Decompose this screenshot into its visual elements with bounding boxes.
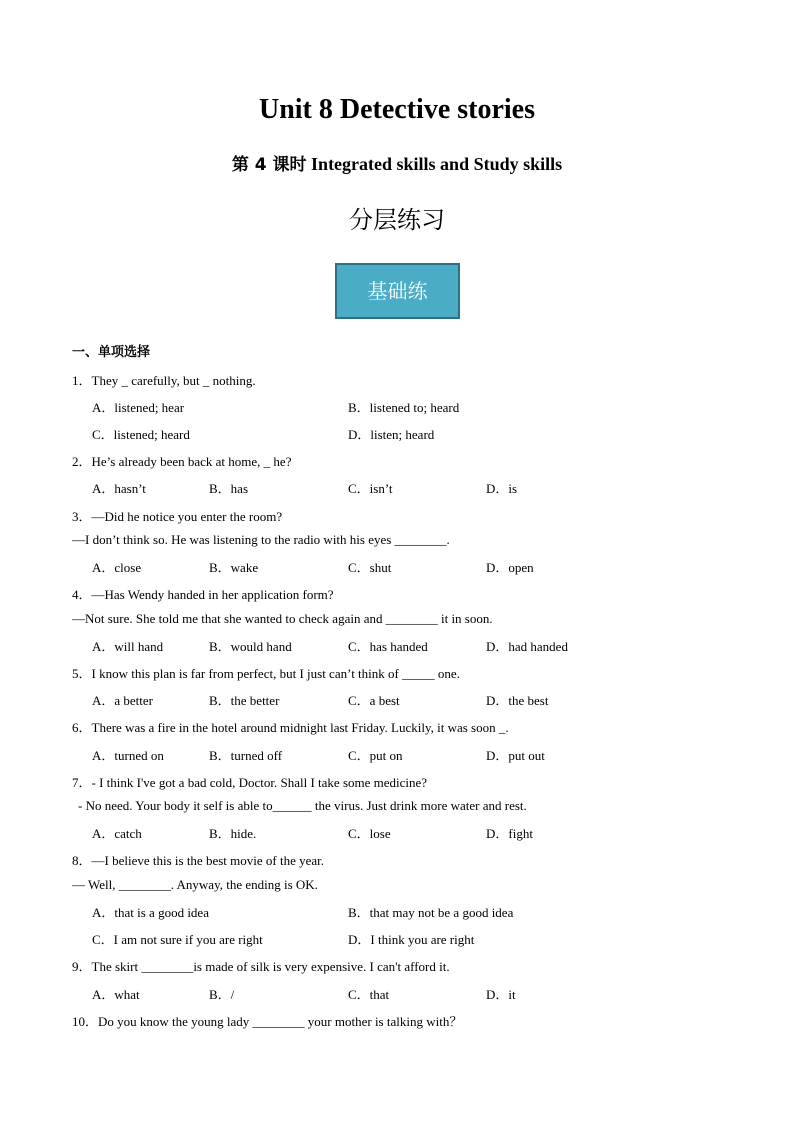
question-stem: 2．He’s already been back at home, _ he?	[72, 454, 292, 469]
level-badge: 基础练	[335, 263, 460, 319]
option-d: D．put out	[486, 748, 545, 763]
layer-title: 分层练习	[349, 206, 445, 234]
question-stem: 8．—I believe this is the best movie of the year.	[72, 853, 324, 868]
option-b: B．has	[209, 481, 249, 496]
option-b: B．that may not be a good idea	[348, 905, 514, 920]
option-d: D．had handed	[486, 639, 568, 654]
option-c: C．shut	[348, 560, 392, 575]
option-c: C．put on	[348, 748, 403, 763]
option-b: B．listened to; heard	[348, 400, 460, 415]
option-b: B．hide.	[209, 826, 257, 841]
lesson-topic: Integrated skills and Study skills	[311, 154, 563, 174]
option-a: A．what	[92, 987, 140, 1002]
option-d: D．is	[486, 481, 518, 496]
question-response: —I don’t think so. He was listening to the radio with his eyes ________.	[72, 532, 450, 547]
option-a: A．hasn’t	[92, 481, 146, 496]
option-a: A．close	[92, 560, 142, 575]
question-stem: 4．—Has Wendy handed in her application form?	[72, 587, 334, 602]
option-d: D．listen; heard	[348, 427, 435, 442]
question-stem: 1．They _ carefully, but _ nothing.	[72, 373, 256, 388]
option-c: C．lose	[348, 826, 391, 841]
option-c: C．that	[348, 987, 390, 1002]
option-d: D．the best	[486, 693, 549, 708]
option-b: B．wake	[209, 560, 259, 575]
option-a: A．will hand	[92, 639, 164, 654]
question-stem: 7．- I think I've got a bad cold, Doctor. Shall I take some medicine?	[72, 775, 428, 790]
option-a: A．that is a good idea	[92, 905, 209, 920]
option-c: C．has handed	[348, 639, 428, 654]
option-b: B．the better	[209, 693, 280, 708]
option-c: C．isn’t	[348, 481, 393, 496]
question-stem: 10．Do you know the young lady ________ your mother is talking with？	[72, 1014, 463, 1029]
option-b: B．turned off	[209, 748, 283, 763]
lesson-number: 第 4 课时	[231, 155, 307, 175]
option-a: A．turned on	[92, 748, 164, 763]
question-response: - No need. Your body it self is able to______ the virus. Just drink more water and rest.	[78, 798, 527, 813]
question-stem: 9．The skirt ________is made of silk is very expensive. I can't afford it.	[72, 959, 450, 974]
question-response: — Well, ________. Anyway, the ending is OK.	[72, 877, 318, 892]
page-title: Unit 8 Detective stories	[258, 94, 535, 125]
option-d: D．I think you are right	[348, 932, 475, 947]
section-title: 一、单项选择	[72, 345, 151, 360]
option-a: A．listened; hear	[92, 400, 185, 415]
option-d: D．it	[486, 987, 516, 1002]
question-response: —Not sure. She told me that she wanted to check again and ________ it in soon.	[72, 611, 493, 626]
option-c: C．listened; heard	[92, 427, 190, 442]
question-stem: 5．I know this plan is far from perfect, but I just can’t think of _____ one.	[72, 666, 460, 681]
question-stem: 6．There was a fire in the hotel around midnight last Friday. Luckily, it was soon _.	[72, 720, 509, 735]
option-c: C．a best	[348, 693, 400, 708]
option-a: A．catch	[92, 826, 142, 841]
option-d: D．open	[486, 560, 534, 575]
option-b: B．/	[209, 987, 235, 1002]
option-d: D．fight	[486, 826, 533, 841]
option-a: A．a better	[92, 693, 154, 708]
question-stem: 3．—Did he notice you enter the room?	[72, 509, 283, 524]
option-b: B．would hand	[209, 639, 292, 654]
option-c: C．I am not sure if you are right	[92, 932, 263, 947]
lesson-subtitle	[0, 150, 794, 175]
